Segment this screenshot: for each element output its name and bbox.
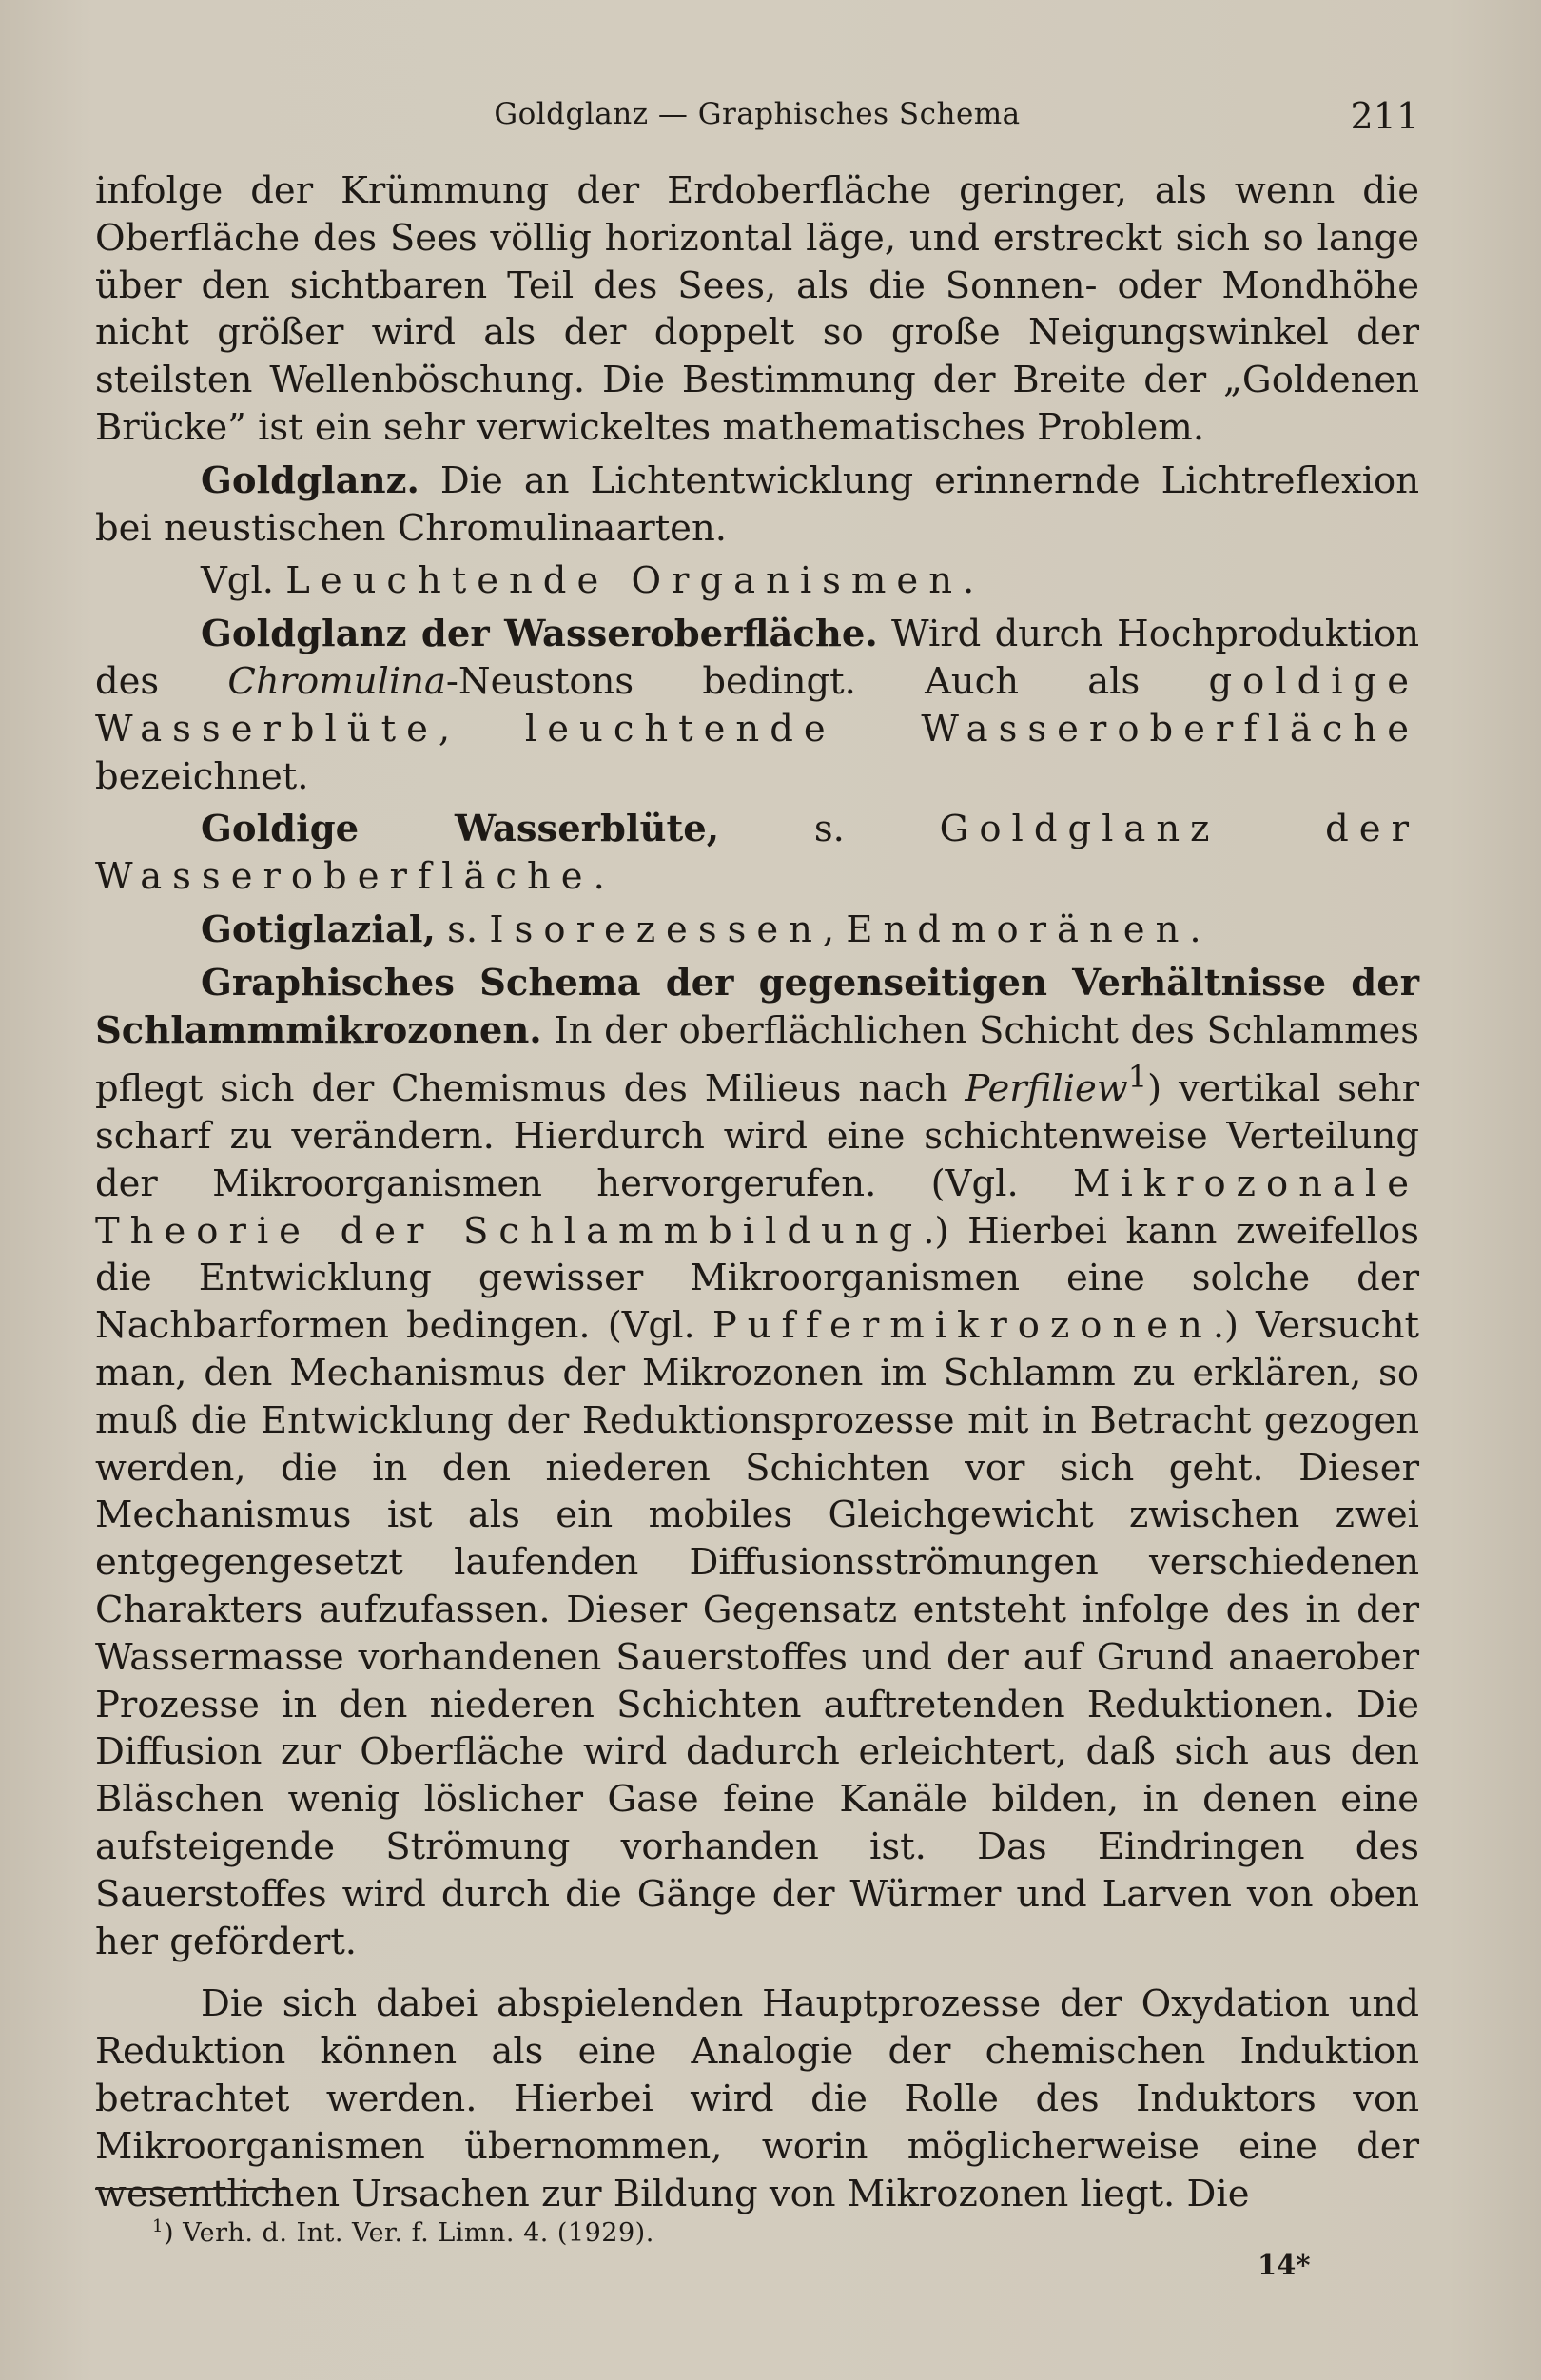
cross-reference-line <box>95 557 1419 605</box>
entry-graphisches-schema <box>95 960 1419 1966</box>
paragraph-hauptprozesse <box>95 1980 1419 2217</box>
cross-reference-term: Leuchtende Organismen <box>285 559 963 603</box>
entry-text: Wird durch Hochproduktion des <box>95 613 1420 703</box>
footnote-mark: 1 <box>152 2216 164 2236</box>
paragraph-text: infolge der Krümmung der Erdoberfläche geringer, als wenn die Oberfläche des Sees völlig horizontal läge, und erstreckt sich so lange über den sichtbaren Teil des Sees, als die Sonnen- oder Mondhöhe nicht größer wird als der doppelt so große Neigungswinkel der steilsten Wellenböschung. Die Bestimmung der Breite der „Goldenen Brücke” ist ein sehr verwickeltes mathematisches Problem. <box>95 169 1419 449</box>
body-text <box>95 167 1419 2223</box>
spaced-term: leuchtende Wasseroberfläche <box>524 707 1419 751</box>
entry-goldglanz-wasseroberflaeche <box>95 611 1419 800</box>
entry-text: , <box>438 707 525 751</box>
entry-text: bezeichnet. <box>95 754 309 798</box>
entry-text: Die an Lichtentwicklung erinnernde Lichtreflexion bei neustischen Chromulinaarten. <box>95 458 1419 550</box>
spaced-term: goldige Wasserblüte <box>95 659 1419 751</box>
entry-text: .) Versucht man, den Mechanismus der Mikrozonen im Schlamm zu erklären, so muß die Entwicklung der Reduktionsprozesse mit in Betracht gezogen werden, die in den niederen Schichten vor sich geht. Dieser Mechanismus ist als ein mobiles Gleichgewicht zwischen zwei entgegengesetzt laufenden Diffusionsströmungen verschiedenen Charakters aufzufassen. Dieser Gegensatz entsteht infolge des in der Wassermasse vorhandenen Sauerstoffes und der auf Grund anaerober Prozesse in den niederen Schichten auftretenden Reduktionen. Die Diffusion zur Oberfläche wird dadurch erleichtert, daß sich aus den Bläschen wenig löslicher Gase feine Kanäle bilden, in denen eine aufsteigende Strömung vorhanden ist. Das Eindringen des Sauerstoffes wird durch die Gänge der Würmer und Larven von oben her gefördert. <box>95 1304 1419 1963</box>
entry-text: ) vertikal sehr scharf zu verändern. Hierdurch wird eine schichtenweise Verteilung der Mikroorganismen hervorgerufen. (Vgl. <box>95 1067 1419 1205</box>
entry-gotiglazial <box>95 907 1419 954</box>
paragraph-text: Die sich dabei abspielenden Hauptprozesse der Oxydation und Reduktion können als eine Analogie der chemischen Induktion betrachtet werden. Hierbei wird die Rolle des Induktors von Mikroorganismen übernommen, worin möglicherweise eine der wesentlichen Ursachen zur Bildung von Mikrozonen liegt. Die <box>95 1982 1419 2215</box>
cross-reference-term: Goldglanz der Wasseroberfläche <box>95 808 1419 899</box>
entry-goldglanz <box>95 458 1419 553</box>
footnote-text: ) Verh. d. Int. Ver. f. Limn. 4. (1929). <box>163 2218 654 2248</box>
entry-text: . <box>593 855 605 899</box>
cross-reference-term: Isorezessen <box>489 907 823 951</box>
entry-headword: Goldige Wasserblüte, <box>201 808 720 851</box>
page-number: 211 <box>1350 95 1419 137</box>
entry-headword: Goldglanz. <box>201 458 419 502</box>
paragraph-continuation <box>95 167 1419 452</box>
entry-goldige-wasserbluete <box>95 806 1419 901</box>
cross-reference-suffix: . <box>963 559 975 603</box>
footnote <box>152 2216 654 2248</box>
entry-text: , <box>822 907 847 951</box>
entry-headword: Gotiglazial, <box>201 907 436 951</box>
entry-text: In der oberflächlichen Schicht des Schlammes pflegt sich der Chemismus des Milieus nach <box>95 1008 1419 1111</box>
footnote-marker: 1 <box>1127 1059 1148 1096</box>
cross-reference-term: Mikrozonale Theorie der Schlammbildung <box>95 1161 1419 1253</box>
entry-headword: Graphisches Schema der gegenseitigen Verhältnisse der Schlammmikrozonen. <box>95 961 1419 1052</box>
entry-text: s. <box>719 808 940 851</box>
cross-reference-term: Endmoränen <box>846 907 1190 951</box>
author-name: Perfiliew <box>965 1067 1128 1111</box>
genus-name: Chromulina <box>227 659 446 703</box>
page-header <box>95 91 1419 139</box>
entry-text: .) Hierbei kann zweifellos die Entwicklung gewisser Mikroorganismen eine solche der Nachbarformen bedingen. (Vgl. <box>95 1209 1419 1348</box>
cross-reference-prefix: Vgl. <box>201 559 286 603</box>
entry-text: . <box>1189 907 1201 951</box>
footnote-divider <box>95 2188 289 2190</box>
cross-reference-term: Puffermikrozonen <box>712 1304 1213 1348</box>
entry-headword: Goldglanz der Wasseroberfläche. <box>201 613 878 656</box>
running-head: Goldglanz — Graphisches Schema <box>494 97 1021 131</box>
entry-text: s. <box>435 907 490 951</box>
signature-mark: 14* <box>1258 2249 1311 2281</box>
entry-text: -Neustons bedingt. Auch als <box>445 659 1209 703</box>
